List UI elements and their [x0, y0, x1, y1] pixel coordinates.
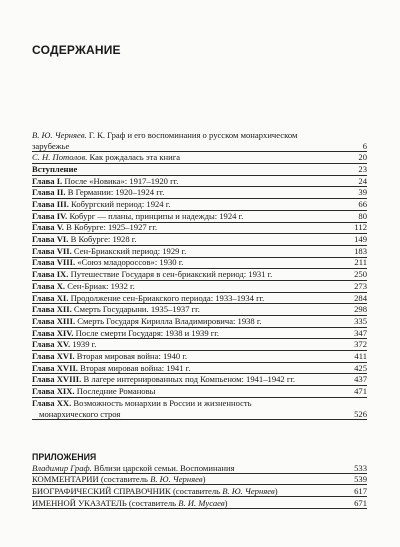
toc-entry-chernyaev-essay — [32, 130, 367, 152]
chapter-label: Глава XIX. — [32, 386, 75, 397]
toc-entry-chapter — [32, 281, 367, 293]
appendix-title: КОММЕНТАРИИ (составитель — [32, 474, 151, 485]
toc-page: 335 — [354, 315, 367, 326]
toc-page: 533 — [354, 462, 367, 473]
toc-entry-chapter — [32, 316, 367, 328]
chapter-label: Глава V. — [32, 222, 64, 233]
toc-entry-chapter — [32, 199, 367, 211]
toc-entry-chapter — [32, 187, 367, 199]
chapter-title: Вторая мировая война: 1941 г. — [80, 362, 191, 373]
toc-entry-chapter — [32, 293, 367, 305]
toc-page: 6 — [362, 140, 367, 151]
toc-page: 539 — [354, 474, 367, 485]
chapter-title: Сен-Бриак: 1932 г. — [67, 280, 135, 291]
toc-entry-chapter — [32, 211, 367, 223]
chapter-label: Глава IV. — [32, 210, 68, 221]
toc-entry-chapter — [32, 176, 367, 188]
chapter-label: Глава VIII. — [32, 257, 76, 268]
toc-page: 471 — [354, 386, 367, 397]
chapter-title: Возможность монархии в России и жизненность — [73, 397, 252, 408]
chapter-label: Глава II. — [32, 187, 66, 198]
toc-author: В. Ю. Черняев — [150, 474, 203, 485]
chapter-label: Глава III. — [32, 199, 69, 210]
chapter-label: Глава VII. — [32, 245, 72, 256]
toc-entry-chapter — [32, 304, 367, 316]
toc-entry-chapter — [32, 269, 367, 281]
appendix-list — [32, 462, 367, 509]
toc-entry-appendix — [32, 462, 367, 474]
toc-page: 183 — [354, 245, 367, 256]
toc-author: В. Ю. Черняев — [222, 486, 275, 497]
chapter-title: Смерть Государыни. 1935–1937 гг. — [73, 304, 200, 315]
chapter-title: После смерти Государя: 1938 и 1939 гг. — [75, 327, 219, 338]
appendix-title-end: Вблизи царской семьи. Воспоминания — [91, 462, 235, 473]
chapter-title: Сен-Бриакский период: 1929 г. — [73, 245, 187, 256]
chapter-title-cont: монархического строя — [39, 408, 121, 419]
chapter-label: Глава XIII. — [32, 315, 76, 326]
toc-page: 66 — [358, 199, 367, 210]
toc-page: 425 — [354, 362, 367, 373]
chapter-title: Смерть Государя Кирилла Владимировича: 1938 г. — [77, 315, 262, 326]
toc-page: 149 — [354, 234, 367, 245]
chapter-label: Глава I. — [32, 175, 63, 186]
toc-page: 298 — [354, 304, 367, 315]
toc-author: С. Н. Потолов. — [32, 152, 88, 163]
toc-title: Вступление — [32, 163, 78, 174]
chapter-label: Глава XV. — [32, 339, 71, 350]
toc-page: 273 — [354, 280, 367, 291]
toc-entry-appendix — [32, 485, 367, 497]
chapter-title: Вторая мировая война: 1940 г. — [76, 350, 188, 361]
toc-page: 437 — [354, 374, 367, 385]
appendix-title: ИМЕННОЙ УКАЗАТЕЛЬ (составитель — [32, 497, 179, 508]
chapter-title: В Кобурге: 1928 г. — [70, 234, 137, 245]
chapter-label: Глава IX. — [32, 269, 69, 280]
chapter-list — [32, 176, 367, 398]
appendix-title-end: ) — [202, 474, 206, 485]
chapter-label: Глава XII. — [32, 304, 72, 315]
toc-page: 526 — [354, 408, 367, 419]
chapter-title: В Германии: 1920–1924 гг. — [67, 187, 165, 198]
chapter-title: 1939 г. — [72, 339, 97, 350]
chapter-label: Глава VI. — [32, 234, 69, 245]
appendix-title: БИОГРАФИЧЕСКИЙ СПРАВОЧНИК (составитель — [32, 486, 223, 497]
toc-entry-chapter — [32, 246, 367, 258]
toc-entry-appendix — [32, 474, 367, 486]
toc-page: 372 — [354, 339, 367, 350]
toc-entry-chapter — [32, 374, 367, 386]
toc-entry-chapter — [32, 339, 367, 351]
chapter-title: Последние Романовы — [76, 386, 156, 397]
toc-title: Как рождалась эта книга — [89, 152, 181, 163]
toc-page: 20 — [358, 152, 367, 163]
toc-title-cont: зарубежье — [32, 140, 70, 151]
chapter-title: В лагере интернированных под Компьеном: 1941–1942 гг. — [83, 374, 296, 385]
appendix-title-end: ) — [274, 486, 278, 497]
page-title: СОДЕРЖАНИЕ — [32, 43, 121, 57]
toc-entry-chapter — [32, 351, 367, 363]
chapter-title: Кобург — планы, принципы и надежды: 1924 г. — [69, 210, 244, 221]
toc-list — [32, 130, 367, 420]
toc-entry-chapter — [32, 234, 367, 246]
toc-entry-chapter — [32, 363, 367, 375]
toc-page: 347 — [354, 327, 367, 338]
appendix-title-end: ) — [224, 497, 228, 508]
toc-page: 411 — [354, 350, 367, 361]
toc-entry-appendix — [32, 497, 367, 509]
chapter-title: Кобургский период: 1924 г. — [71, 199, 171, 210]
toc-page: 24 — [358, 175, 367, 186]
toc-entry-intro — [32, 164, 367, 176]
toc-page: 250 — [354, 269, 367, 280]
toc-author: В. И. Мусаев — [178, 497, 225, 508]
toc-entry-chapter — [32, 223, 367, 235]
toc-page: 23 — [358, 163, 367, 174]
chapter-label: Глава XI. — [32, 292, 69, 303]
chapter-label: Глава XVIII. — [32, 374, 82, 385]
toc-page: 112 — [354, 222, 367, 233]
toc-author: В. Ю. Черняев. — [32, 130, 87, 140]
toc-page: 671 — [354, 497, 367, 508]
chapter-title: В Кобурге: 1925–1927 гг. — [66, 222, 158, 233]
toc-entry-chapter — [32, 258, 367, 270]
chapter-label: Глава XVII. — [32, 362, 78, 373]
chapter-label: Глава XIV. — [32, 327, 74, 338]
appendices-heading: ПРИЛОЖЕНИЯ — [32, 452, 97, 462]
chapter-label: Глава XVI. — [32, 350, 75, 361]
chapter-title: «Союз младороссов»: 1930 г. — [77, 257, 184, 268]
toc-title: Г. К. Граф и его воспоминания о русском монархическом — [88, 130, 298, 140]
chapter-title: Продолжение сен-Бриакского периода: 1933–1934 гг. — [70, 292, 265, 303]
toc-author: Владимир Граф. — [32, 462, 92, 473]
chapter-label: Глава X. — [32, 280, 66, 291]
toc-page: 617 — [354, 486, 367, 497]
toc-entry-potolov — [32, 152, 367, 164]
chapter-title: Путешествие Государя в сен-бриакский период: 1931 г. — [70, 269, 273, 280]
toc-entry-chapter — [32, 386, 367, 398]
toc-page: 211 — [354, 257, 367, 268]
toc-entry-chapter-20 — [32, 398, 367, 420]
chapter-label: Глава XX. — [32, 397, 72, 408]
toc-page: 80 — [358, 210, 367, 221]
chapter-title: После «Новика»: 1917–1920 гг. — [64, 175, 179, 186]
toc-page: 284 — [354, 292, 367, 303]
toc-entry-chapter — [32, 328, 367, 340]
toc-page: 39 — [358, 187, 367, 198]
